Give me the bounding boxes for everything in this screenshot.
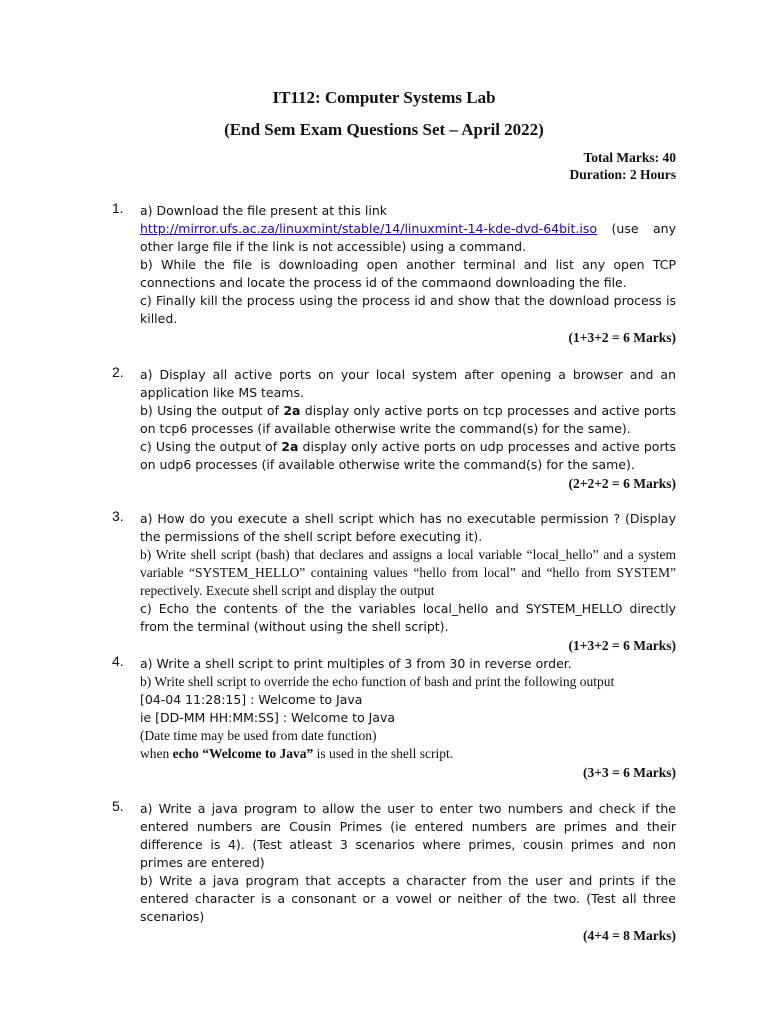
question-number: 2. xyxy=(112,364,124,380)
question-number: 3. xyxy=(112,508,124,524)
question-marks: (4+4 = 8 Marks) xyxy=(583,928,676,943)
question-marks: (2+2+2 = 6 Marks) xyxy=(568,476,676,491)
question-part-c: c) Using the output of 2a display only active ports on udp processes and active ports on udp6 processes (if available otherwise write the command(s) for the same). xyxy=(140,439,677,472)
question-part-a: a) Write a java program to allow the user to enter two numbers and check if the entered numbers are Cousin Primes (ie entered numbers are primes and their difference is 4). (Test atleast 3 scenarios where primes, cousin primes and non primes are entered) xyxy=(140,801,676,870)
question-part-b: b) Write shell script (bash) that declares and assigns a local variable “local_hello” and a system variable “SYSTEM_HELLO” containing values “hello from local” and “hello from SYSTEM” repectively. Execute shell script and display the output xyxy=(140,547,676,598)
question-part-b: b) Using the output of 2a display only active ports on tcp processes and active ports on tcp6 processes (if available otherwise write the command(s) for the same). xyxy=(140,403,676,436)
download-link[interactable]: http://mirror.ufs.ac.za/linuxmint/stable/14/linuxmint-14-kde-dvd-64bit.iso xyxy=(140,221,598,236)
question-number: 4. xyxy=(112,653,124,669)
output-line-format: ie [DD-MM HH:MM:SS] : Welcome to Java xyxy=(140,710,396,725)
question-2 xyxy=(112,364,677,493)
question-part-a: a) Download the file present at this link http://mirror.ufs.ac.za/linuxmint/stable/14/linuxmint-14-kde-dvd-64bit.iso (use any other large file if the link is not accessible) using a command. xyxy=(140,203,676,254)
question-3 xyxy=(112,508,676,655)
total-marks: Total Marks: 40 xyxy=(583,150,676,165)
question-marks: (1+3+2 = 6 Marks) xyxy=(568,638,676,653)
date-note: (Date time may be used from date function) xyxy=(140,728,377,743)
question-part-a: a) Display all active ports on your local system after opening a browser and an application like MS teams. xyxy=(140,367,676,400)
question-part-c: c) Finally kill the process using the process id and show that the download process is killed. xyxy=(140,293,676,326)
question-4 xyxy=(112,653,676,782)
question-part-b: b) While the file is downloading open another terminal and list any open TCP connections and locate the process id of the commaond downloading the file. xyxy=(140,257,676,290)
question-part-c: c) Echo the contents of the the variables local_hello and SYSTEM_HELLO directly from the terminal (without using the shell script). xyxy=(140,601,676,634)
question-5 xyxy=(112,798,676,945)
question-number: 1. xyxy=(112,200,124,216)
question-part-b: b) Write shell script to override the echo function of bash and print the following output xyxy=(140,674,615,689)
exam-title: (End Sem Exam Questions Set – April 2022) xyxy=(224,120,544,139)
question-marks: (1+3+2 = 6 Marks) xyxy=(568,330,676,345)
question-part-a: a) Write a shell script to print multiples of 3 from 30 in reverse order. xyxy=(140,656,572,671)
question-number: 5. xyxy=(112,798,124,814)
question-marks: (3+3 = 6 Marks) xyxy=(583,765,676,780)
question-part-b: b) Write a java program that accepts a character from the user and prints if the entered character is a consonant or a vowel or neither of the two. (Test all three scenarios) xyxy=(140,873,676,924)
course-title: IT112: Computer Systems Lab xyxy=(272,88,496,107)
duration: Duration: 2 Hours xyxy=(569,167,676,182)
echo-note: when echo “Welcome to Java” is used in the shell script. xyxy=(140,746,454,761)
question-1 xyxy=(112,200,676,347)
question-part-a: a) How do you execute a shell script which has no executable permission ? (Display the permissions of the shell script before executing it). xyxy=(140,511,676,544)
output-line-example: [04-04 11:28:15] : Welcome to Java xyxy=(140,692,363,707)
